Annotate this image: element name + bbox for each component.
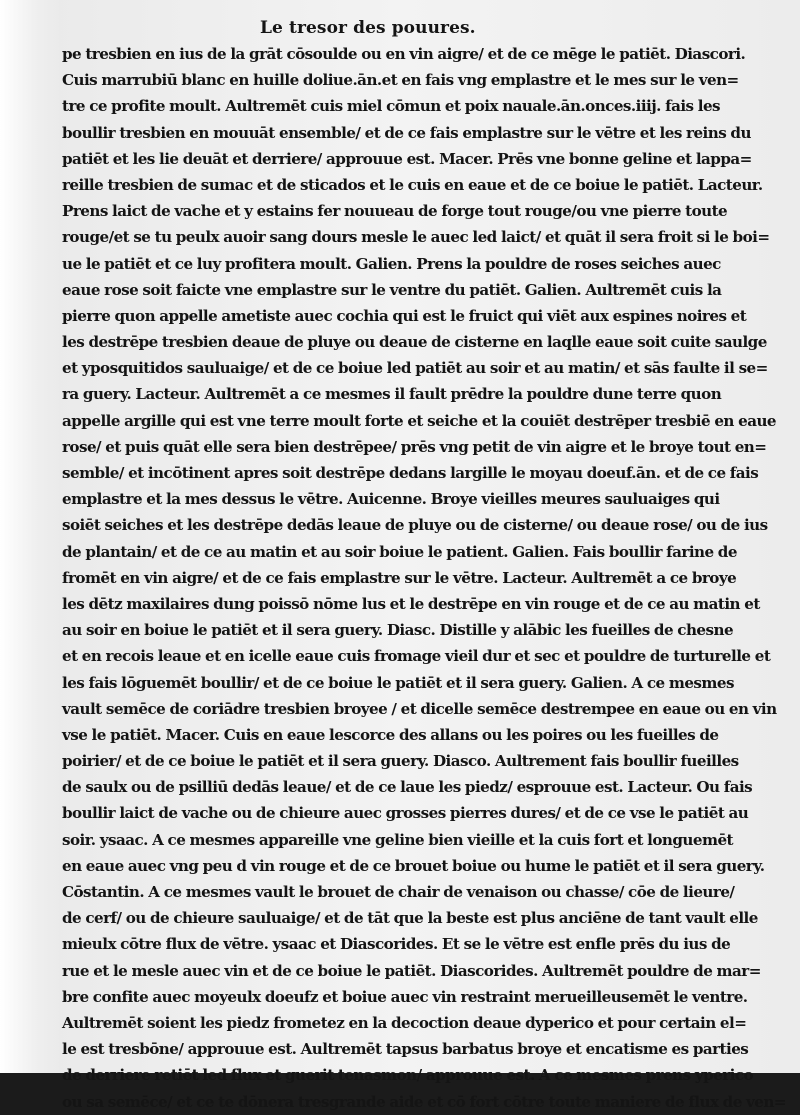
text-line: de plantain/ et de ce au matin et au soir boiue le patient. Galien. Fais boullir farine de [62, 542, 737, 561]
text-line: reille tresbien de sumac et de sticados et le cuis en eaue et de ce boiue le patiēt. Lacteur. [62, 175, 763, 194]
text-line: et yposquitidos sauluaige/ et de ce boiue led patiēt au soir et au matin/ et sās faulte il se= [62, 359, 768, 378]
text-line: boullir laict de vache ou de chieure auec grosses pierres dures/ et de ce vse le patiēt au [62, 804, 749, 823]
text-line: boullir tresbien en mouuāt ensemble/ et de ce fais emplastre sur le vētre et les reins du [62, 123, 751, 142]
text-line: et en recois leaue et en icelle eaue cuis fromage vieil dur et sec et pouldre de turturelle et [62, 647, 771, 666]
text-line: patiēt et les lie deuāt et derriere/ approuue est. Macer. Prēs vne bonne geline et lappa= [62, 149, 752, 168]
text-line: pe tresbien en ius de la grāt cōsoulde ou en vin aigre/ et de ce mēge le patiēt. Diascori. [62, 45, 746, 63]
text-line: le est tresbōne/ approuue est. Aultremēt tapsus barbatus broye et encatisme es parties [62, 1040, 749, 1059]
text-line: au soir en boiue le patiēt et il sera guery. Diasc. Distille y alābic les fueilles de chesne [62, 621, 734, 640]
text-line: vault semēce de coriādre tresbien broyee / et dicelle semēce destrempee en eaue ou en vin [62, 699, 777, 718]
text-line: ou sa semēce/ et ce te dōnera tresgrande aide et cō fort cōtre toute maniere de flux de ven= [62, 1092, 786, 1111]
text-line: de derriere retiēt led flux et guerit tenasmon/ approuue est. A ce mesmes prens yperico [62, 1066, 754, 1085]
text-line: ue le patiēt et ce luy profitera moult. Galien. Prens la pouldre de roses seiches auec [62, 254, 721, 273]
text-line: vse le patiēt. Macer. Cuis en eaue lescorce des allans ou les poires ou les fueilles de [62, 725, 719, 744]
text-line: appelle argille qui est vne terre moult forte et seiche et la couiēt destrēper tresbiē en eaue [62, 411, 777, 430]
text-line: eaue rose soit faicte vne emplastre sur le ventre du patiēt. Galien. Aultremēt cuis la [62, 280, 722, 299]
text-line: de saulx ou de psilliū dedās leaue/ et de ce laue les piedz/ esprouue est. Lacteur. Ou fais [62, 778, 753, 797]
text-line: Cuis marrubiū blanc en huille doliue.ān.et en fais vng emplastre et le mes sur le ven= [62, 71, 739, 90]
text-line: les fais lōguemēt boullir/ et de ce boiue le patiēt et il sera guery. Galien. A ce mesmes [62, 673, 734, 692]
text-line: ra guery. Lacteur. Aultremēt a ce mesmes il fault prēdre la pouldre dune terre quon [62, 385, 722, 404]
text-line: poirier/ et de ce boiue le patiēt et il sera guery. Diasco. Aultrement fais boullir fueilles [62, 752, 739, 771]
text-line: soiēt seiches et les destrēpe dedās leaue de pluye ou de cisterne/ ou deaue rose/ ou de ius [62, 516, 768, 535]
text-line: en eaue auec vng peu d vin rouge et de ce brouet boiue ou hume le patiēt et il sera guery. [62, 856, 765, 875]
text-line: rue et le mesle auec vin et de ce boiue le patiēt. Diascorides. Aultremēt pouldre de mar= [62, 961, 761, 980]
text-line: pierre quon appelle ametiste auec cochia qui est le fruict qui viēt aux espines noires et [62, 306, 747, 325]
text-line: Aultremēt soient les piedz frometez en la decoction deaue dyperico et pour certain el= [62, 1013, 747, 1032]
running-head: Le tresor des pouures. [260, 18, 476, 38]
text-line: Cōstantin. A ce mesmes vault le brouet de chair de venaison ou chasse/ cōe de lieure/ [62, 883, 735, 901]
text-line: tre ce profite moult. Aultremēt cuis miel cōmun et poix nauale.ān.onces.iiij. fais les [62, 97, 721, 116]
text-line: fromēt en vin aigre/ et de ce fais emplastre sur le vētre. Lacteur. Aultremēt a ce broye [62, 568, 737, 587]
text-line: rose/ et puis quāt elle sera bien destrēpee/ prēs vng petit de vin aigre et le broye tout en= [62, 437, 767, 456]
text-line: les dētz maxilaires dung poissō nōme lus et le destrēpe en vin rouge et de ce au matin et [62, 594, 760, 613]
text-line: de cerf/ ou de chieure sauluaige/ et de tāt que la beste est plus anciēne de tant vault elle [62, 909, 758, 928]
text-line: Prens laict de vache et y estains fer nouueau de forge tout rouge/ou vne pierre toute [62, 202, 728, 221]
text-line: semble/ et incōtinent apres soit destrēpe dedans largille le moyau doeuf.ān. et de ce fais [62, 464, 759, 482]
text-line: mieulx cōtre flux de vētre. ysaac et Diascorides. Et se le vētre est enfle prēs du ius de [62, 935, 731, 954]
text-line: soir. ysaac. A ce mesmes appareille vne geline bien vieille et la cuis fort et longuemēt [62, 830, 733, 849]
text-line: emplastre et la mes dessus le vētre. Auicenne. Broye vieilles meures sauluaiges qui [62, 490, 720, 509]
text-line: les destrēpe tresbien deaue de pluye ou deaue de cisterne en laqlle eaue soit cuite saulge [62, 333, 767, 352]
text-line: bre confite auec moyeulx doeufz et boiue auec vin restraint merueilleusemēt le ventre. [62, 987, 748, 1006]
body-text [62, 41, 790, 1115]
page-margin-shadow [0, 0, 60, 1073]
text-line: rouge/et se tu peulx auoir sang dours mesle le auec led laict/ et quāt il sera froit si le boi= [62, 228, 770, 247]
